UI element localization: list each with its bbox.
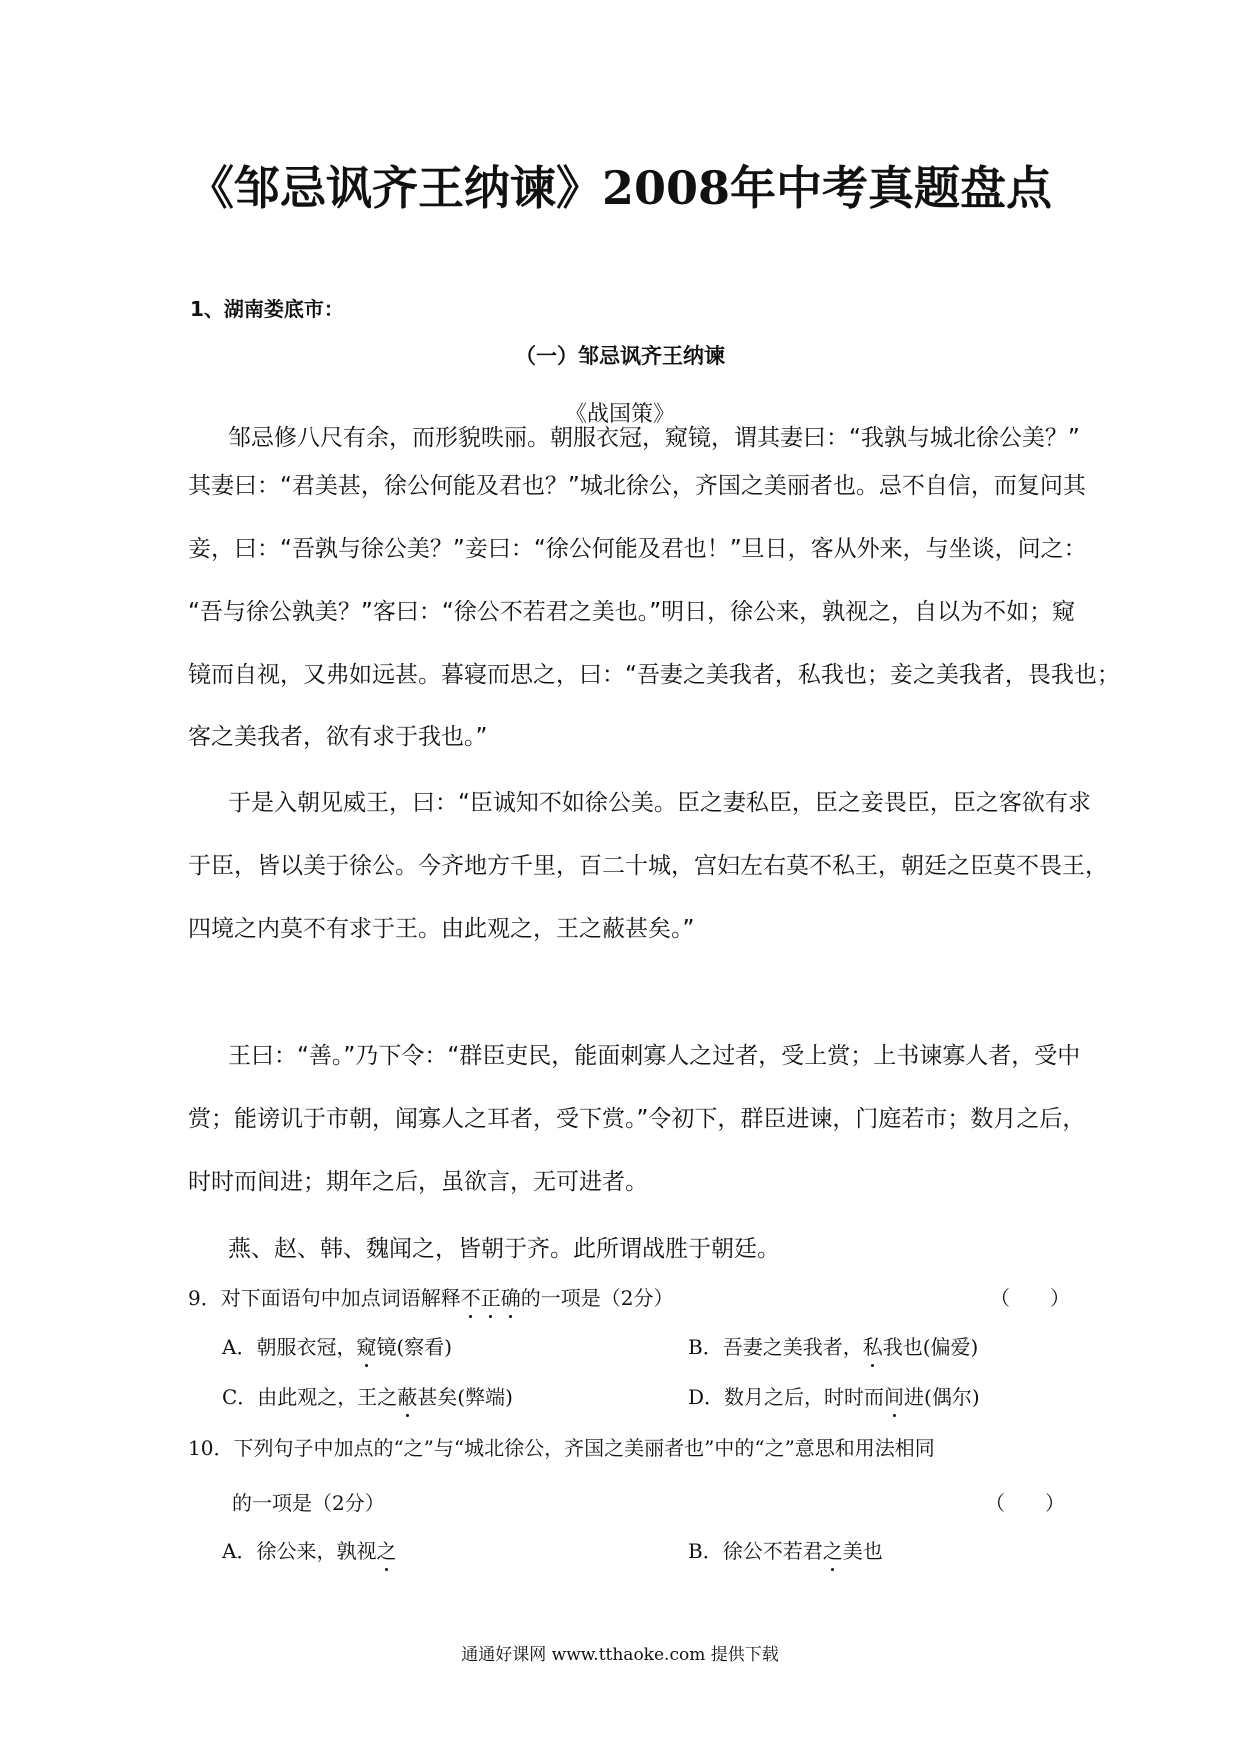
passage-line: 燕、赵、韩、魏闻之，皆朝于齐。此所谓战胜于朝廷。 xyxy=(228,1236,780,1262)
section-heading: 1、湖南娄底市： xyxy=(190,297,344,321)
passage-line: 妾，曰：“吾孰与徐公美？”妾曰：“徐公何能及君也！”旦日，客从外来，与坐谈，问之： xyxy=(188,536,1087,562)
passage-line: 于臣，皆以美于徐公。今齐地方千里，百二十城，宫妇左右莫不私王，朝廷之臣莫不畏王， xyxy=(188,853,1108,879)
dotted-char: 之 xyxy=(376,1539,397,1563)
question-10-stem-line-2: 的一项是（2分） xyxy=(232,1491,385,1515)
question-9-stem xyxy=(188,1284,673,1312)
passage-line: 客之美我者，欲有求于我也。” xyxy=(188,724,488,750)
question-10-option-b xyxy=(688,1537,883,1565)
question-9-option-a xyxy=(222,1333,452,1361)
question-9-stem-text-2: 的一项是（2分） xyxy=(520,1286,674,1310)
passage-heading: （一）邹忌讽齐王纳谏 xyxy=(515,344,725,368)
question-10-answer-blank: （ ） xyxy=(985,1491,1065,1515)
passage-line: 时时而间进；期年之后，虽欲言，无可进者。 xyxy=(188,1169,648,1195)
question-9-stem-text: 9．对下面语句中加点词语解释 xyxy=(188,1286,461,1310)
passage-line: “吾与徐公孰美？”客曰：“徐公不若君之美也。”明日，徐公来，孰视之，自以为不如；窥 xyxy=(188,599,1076,625)
passage-line: 邹忌修八尺有余，而形貌昳丽。朝服衣冠，窥镜，谓其妻曰：“我孰与城北徐公美？” xyxy=(228,425,1080,451)
dotted-char: 蔽 xyxy=(397,1385,418,1409)
dotted-char: 私 xyxy=(862,1335,883,1359)
question-9-answer-blank: （ ） xyxy=(990,1286,1070,1310)
option-text: 美也 xyxy=(842,1539,883,1563)
option-text: 我也(偏爱) xyxy=(882,1335,979,1359)
question-10-option-a xyxy=(222,1537,396,1565)
option-text: 甚矣(弊端) xyxy=(417,1385,513,1409)
option-text: A．朝服衣冠， xyxy=(222,1335,357,1359)
option-text: D．数月之后，时时而 xyxy=(688,1385,885,1409)
page-footer: 通通好课网 www.tthaoke.com 提供下载 xyxy=(461,1645,779,1665)
option-text: 进(偶尔) xyxy=(904,1385,980,1409)
question-9-dotted-words xyxy=(461,1286,521,1310)
passage-line: 镜而自视，又弗如远甚。暮寝而思之，曰：“吾妻之美我者，私我也；妾之美我者，畏我也； xyxy=(188,662,1120,688)
passage-line: 王曰：“善。”乃下令：“群臣吏民，能面刺寡人之过者，受上赏；上书谏寡人者，受中 xyxy=(228,1043,1081,1069)
option-text: B．吾妻之美我者， xyxy=(688,1335,863,1359)
dotted-char: 窥 xyxy=(356,1335,377,1359)
question-9-option-b xyxy=(688,1333,978,1361)
option-text: B．徐公不若君 xyxy=(688,1539,823,1563)
dotted-char: 确 xyxy=(500,1286,521,1310)
passage-line: 赏；能谤讥于市朝，闻寡人之耳者，受下赏。”令初下，群臣进谏，门庭若市；数月之后， xyxy=(188,1106,1086,1132)
dotted-char: 不 xyxy=(460,1286,481,1310)
option-text: A．徐公来，孰视 xyxy=(222,1539,377,1563)
question-9-option-c xyxy=(222,1383,513,1411)
passage-line: 其妻曰：“君美甚，徐公何能及君也？”城北徐公，齐国之美丽者也。忌不自信，而复问其 xyxy=(188,473,1086,499)
passage-line: 四境之内莫不有求于王。由此观之，王之蔽甚矣。” xyxy=(188,916,695,942)
question-9-option-d xyxy=(688,1383,980,1411)
option-text: 镜(察看) xyxy=(376,1335,453,1359)
dotted-char: 正 xyxy=(480,1286,501,1310)
passage-source: 《战国策》 xyxy=(564,402,675,427)
option-text: C．由此观之，王之 xyxy=(222,1385,398,1409)
dotted-char: 间 xyxy=(884,1385,905,1409)
page-title: 《邹忌讽齐王纳谏》2008年中考真题盘点 xyxy=(187,161,1053,215)
passage-line: 于是入朝见威王，曰：“臣诚知不如徐公美。臣之妻私臣，臣之妾畏臣，臣之客欲有求 xyxy=(228,790,1091,816)
dotted-char: 之 xyxy=(822,1539,843,1563)
question-10-stem: 10．下列句子中加点的“之”与“城北徐公，齐国之美丽者也”中的“之”意思和用法相同 xyxy=(188,1436,935,1460)
